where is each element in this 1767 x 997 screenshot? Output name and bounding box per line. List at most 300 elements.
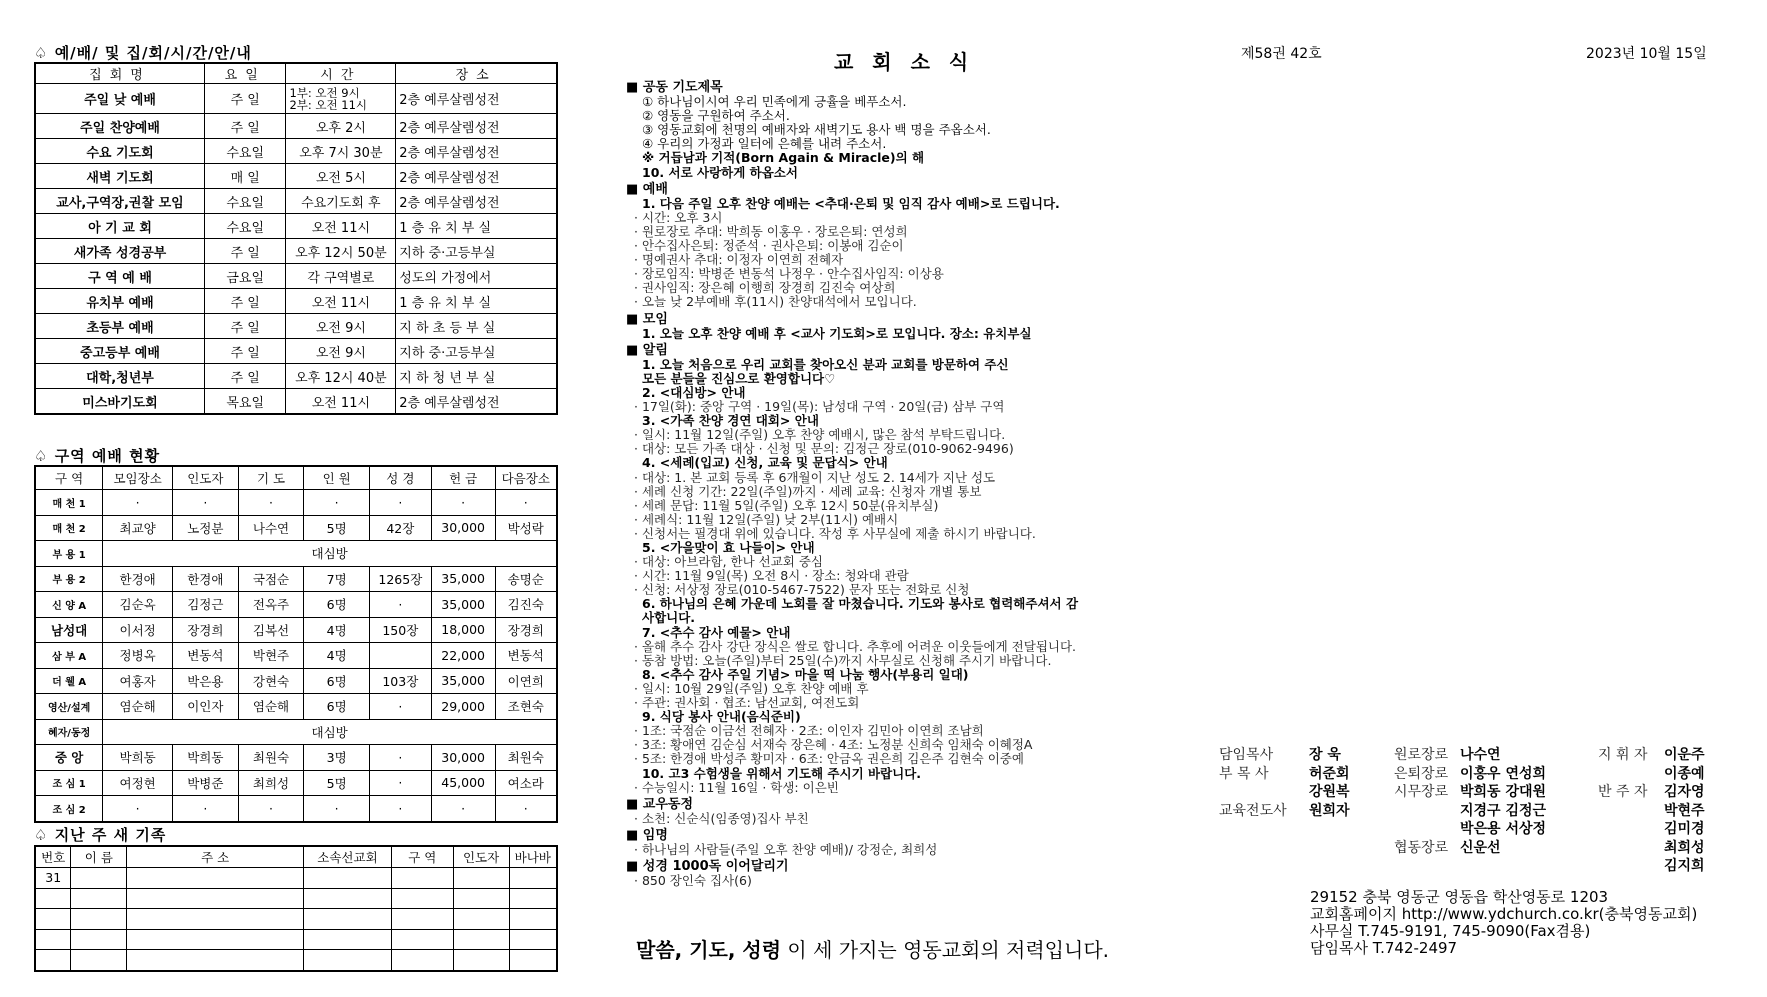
news-heading-bible: ■ 성경 1000독 이어달리기 [626, 859, 789, 875]
district-col-header: 성 경 [369, 466, 431, 490]
district-cell: 35,000 [431, 592, 495, 618]
schedule-name: 중고등부 예배 [35, 339, 204, 364]
schedule-col-name: 집회명 [35, 63, 204, 84]
schedule-time: 오전 11시 [286, 289, 396, 314]
district-row [35, 770, 557, 796]
district-table [34, 465, 558, 823]
staff-role: 원로장로 [1394, 747, 1449, 763]
district-cell: · [369, 770, 431, 796]
district-row [35, 541, 557, 567]
district-cell: · [431, 490, 495, 516]
schedule-place: 2층 예루살렘성전 [396, 114, 557, 139]
staff-row [1394, 802, 1546, 821]
schedule-time: 오후 2시 [286, 114, 396, 139]
motto-bold: 말씀, 기도, 성령 [636, 938, 782, 962]
schedule-name: 수요 기도회 [35, 139, 204, 164]
news-line: ※ 거듭남과 기적(Born Again & Miracle)의 해 [642, 150, 925, 166]
staff-music [1598, 746, 1705, 876]
schedule-place: 2층 예루살렘성전 [396, 389, 557, 415]
district-cell: · [369, 796, 431, 822]
schedule-name: 아 기 교 회 [35, 214, 204, 239]
newcomer-row [35, 950, 557, 971]
district-cell: 국점순 [238, 566, 304, 592]
schedule-time: 오후 7시 30분 [286, 139, 396, 164]
news-line: · 주관: 권사회 · 협조: 남선교회, 여전도회 [634, 695, 860, 711]
staff-name: 김미경 [1664, 821, 1705, 837]
schedule-day: 매 일 [204, 164, 285, 189]
schedule-name: 새가족 성경공부 [35, 239, 204, 264]
district-cell: · [103, 490, 173, 516]
news-heading-appointment: ■ 임명 [626, 827, 668, 843]
schedule-name: 주일 낮 예배 [35, 84, 204, 114]
district-cell: 이인자 [173, 694, 239, 720]
district-cell: 김진숙 [495, 592, 557, 618]
district-cell: 최원숙 [495, 745, 557, 771]
schedule-day: 수요일 [204, 139, 285, 164]
news-line: · 시간: 11월 9일(목) 오전 8시 · 장소: 청와대 관람 [634, 568, 909, 584]
staff-role: 협동장로 [1394, 839, 1449, 856]
schedule-time: 오후 12시 40분 [286, 364, 396, 389]
district-cell: 변동석 [173, 643, 239, 669]
district-cell: · [369, 592, 431, 618]
schedule-row [35, 114, 557, 139]
news-line: · 17일(화): 중앙 구역 · 19일(목): 남성대 구역 · 20일(금) 삼부 구역 [634, 399, 1005, 415]
homepage-link[interactable]: 교회홈페이지 http://www.ydchurch.co.kr(충북영동교회) [1310, 905, 1698, 923]
district-row [35, 592, 557, 618]
staff-row [1394, 746, 1546, 765]
news-line: 2. <대심방> 안내 [642, 384, 746, 400]
newcomer-col-header: 바나바 [509, 846, 557, 868]
district-cell: 103장 [369, 668, 431, 694]
newcomer-cell [304, 929, 392, 950]
staff-pastors [1219, 746, 1350, 820]
newcomer-cell [127, 868, 304, 889]
district-cell: · [495, 796, 557, 822]
staff-row [1219, 746, 1350, 765]
district-cell: 김순옥 [103, 592, 173, 618]
schedule-time: 오전 9시 [286, 339, 396, 364]
district-cell: 김정근 [173, 592, 239, 618]
page-title: 교 회 소 식 [834, 50, 975, 74]
staff-row [1394, 783, 1546, 802]
district-cell: 장경희 [173, 617, 239, 643]
district-cell: 여정현 [103, 770, 173, 796]
news-line: 1. 오늘 오후 찬양 예배 후 <교사 기도회>로 모입니다. 장소: 유치부실 [642, 325, 1032, 341]
district-cell: 30,000 [431, 745, 495, 771]
district-cell: 45,000 [431, 770, 495, 796]
news-line: 모든 분들을 진심으로 환영합니다♡ [642, 370, 836, 386]
schedule-place: 2층 예루살렘성전 [396, 164, 557, 189]
newcomer-row [35, 868, 557, 889]
motto [636, 934, 1109, 963]
schedule-time: 오전 11시 [286, 389, 396, 415]
district-col-header: 모임장소 [103, 466, 173, 490]
district-name: 매 천 2 [35, 515, 103, 541]
newcomer-cell [509, 909, 557, 930]
pastor-phone: 담임목사 T.742-2497 [1310, 939, 1458, 957]
news-line: · 대상: 1. 본 교회 등록 후 6개월이 지난 성도 2. 14세가 지난 성도 [634, 469, 996, 485]
district-row [35, 668, 557, 694]
district-cell: 1265장 [369, 566, 431, 592]
schedule-name: 주일 찬양예배 [35, 114, 204, 139]
newcomer-col-header: 인도자 [453, 846, 509, 868]
staff-name: 박은용 서상정 [1460, 821, 1547, 837]
staff-row [1598, 802, 1705, 821]
district-cell: 4명 [304, 617, 370, 643]
district-cell: 4명 [304, 643, 370, 669]
news-heading-worship: ■ 예배 [626, 181, 668, 197]
schedule-place: 2층 예루살렘성전 [396, 84, 557, 114]
staff-name: 지경구 김정근 [1460, 802, 1547, 819]
issue-date: 2023년 10월 15일 [1586, 46, 1707, 62]
schedule-title: ♤ 예/배/ 및 집/회/시/간/안/내 [34, 44, 252, 62]
news-line: 1. 다음 주일 오후 찬양 예배는 <추대·은퇴 및 임직 감사 예배>로 드립니다. [642, 195, 1060, 211]
news-line: · 장로임직: 박병준 변동석 나정우 · 안수집사임직: 이상용 [634, 266, 944, 282]
schedule-table [34, 62, 558, 415]
district-cell: 6명 [304, 694, 370, 720]
schedule-day: 주 일 [204, 114, 285, 139]
news-line: 사합니다. [642, 610, 696, 626]
spade-icon: ♤ [34, 44, 49, 62]
district-cell: 송명순 [495, 566, 557, 592]
news-line: · 850 장인숙 집사(6) [634, 873, 752, 889]
staff-name: 박희동 강대원 [1460, 784, 1547, 800]
newcomer-cell [509, 950, 557, 971]
staff-row [1219, 783, 1350, 802]
news-line: · 세례식: 11월 12일(주일) 낮 2부(11시) 예배시 [634, 511, 899, 527]
schedule-time: 1부: 오전 9시 2부: 오전 11시 [286, 84, 396, 114]
news-line: · 5조: 한경애 박성주 황미자 · 6조: 안금옥 권은희 김은주 김현숙 이중예 [634, 751, 1024, 767]
district-cell: · [369, 490, 431, 516]
newcomer-cell [71, 888, 127, 909]
district-cell: 박현주 [238, 643, 304, 669]
schedule-place: 2층 예루살렘성전 [396, 139, 557, 164]
newcomers-title: ♤ 지난 주 새 기족 [34, 826, 167, 844]
district-cell: 35,000 [431, 566, 495, 592]
district-cell: 변동석 [495, 643, 557, 669]
schedule-place: 지 하 청 년 부 실 [396, 364, 557, 389]
staff-role: 교육전도사 [1219, 802, 1287, 819]
news-line: 3. <가족 찬양 경연 대회> 안내 [642, 413, 819, 429]
news-line: · 원로장로 추대: 박희동 이홍우 · 장로은퇴: 연성희 [634, 223, 908, 239]
district-col-header: 헌 금 [431, 466, 495, 490]
newcomer-cell [127, 950, 304, 971]
schedule-place: 1 층 유 치 부 실 [396, 214, 557, 239]
district-note: 대심방 [103, 719, 557, 745]
newcomer-cell [304, 868, 392, 889]
schedule-place: 1 층 유 치 부 실 [396, 289, 557, 314]
news-line: · 명예권사 추대: 이정자 이연희 전혜자 [634, 252, 844, 268]
newcomer-cell [391, 868, 453, 889]
district-name: 매 천 1 [35, 490, 103, 516]
schedule-day: 주 일 [204, 84, 285, 114]
district-title: ♤ 구역 예배 현황 [34, 447, 161, 465]
district-cell: 18,000 [431, 617, 495, 643]
district-cell: 박희동 [173, 745, 239, 771]
district-cell: 최원숙 [238, 745, 304, 771]
news-line: ③ 영동교회에 천명의 예배자와 새벽기도 용사 백 명을 주옵소서. [642, 122, 991, 138]
schedule-time: 수요기도회 후 [286, 189, 396, 214]
district-cell: 최희성 [238, 770, 304, 796]
staff-row [1598, 857, 1705, 876]
schedule-col-day: 요일 [204, 63, 285, 84]
district-cell: · [369, 694, 431, 720]
news-line: · 세례 문답: 11월 5일(주일) 오후 12시 50분(유치부실) [634, 497, 939, 513]
newcomer-cell [127, 929, 304, 950]
spade-icon: ♤ [34, 826, 49, 844]
schedule-row [35, 189, 557, 214]
staff-elders [1394, 746, 1546, 857]
newcomer-col-header: 구 역 [391, 846, 453, 868]
schedule-name: 대학,청년부 [35, 364, 204, 389]
district-cell: 3명 [304, 745, 370, 771]
district-cell: 나수연 [238, 515, 304, 541]
news-line: · 신청서는 필경대 위에 있습니다. 작성 후 사무실에 제출 하시기 바랍니다. [634, 525, 1036, 541]
news-line: · 하나님의 사람들(주일 오후 찬양 예배)/ 강정순, 최희성 [634, 841, 938, 857]
newcomer-cell [391, 950, 453, 971]
staff-name: 이홍우 연성희 [1460, 765, 1547, 782]
staff-row [1598, 820, 1705, 839]
district-name: 조 심 2 [35, 796, 103, 822]
news-line: 9. 식당 봉사 안내(음식준비) [642, 709, 801, 725]
district-cell: 150장 [369, 617, 431, 643]
district-cell: 정병옥 [103, 643, 173, 669]
district-col-header: 인 원 [304, 466, 370, 490]
staff-name: 나수연 [1460, 747, 1501, 763]
schedule-name: 초등부 예배 [35, 314, 204, 339]
news-line: 8. <추수 감사 주일 기념> 마을 떡 나눔 행사(부용리 일대) [642, 666, 969, 682]
news-heading-members: ■ 교우동정 [626, 796, 694, 812]
staff-row [1219, 802, 1350, 821]
schedule-place: 2층 예루살렘성전 [396, 189, 557, 214]
newcomers-header-row [35, 846, 557, 868]
news-line: · 동참 방법: 오늘(주일)부터 25일(수)까지 사무실로 신청해 주시기 바랍니다. [634, 652, 1052, 668]
newcomer-cell [509, 929, 557, 950]
newcomer-row [35, 888, 557, 909]
district-cell: 한경애 [103, 566, 173, 592]
schedule-name: 유치부 예배 [35, 289, 204, 314]
schedule-place: 지하 중·고등부실 [396, 339, 557, 364]
news-line: 4. <세례(입교) 신청, 교육 및 문답식> 안내 [642, 455, 888, 471]
staff-row [1219, 765, 1350, 784]
staff-name: 최희성 [1664, 839, 1705, 856]
district-cell: · [173, 490, 239, 516]
district-col-header: 기 도 [238, 466, 304, 490]
schedule-row [35, 339, 557, 364]
staff-name: 강원복 [1309, 784, 1350, 800]
newcomer-cell [509, 868, 557, 889]
news-line: · 세례 신청 기간: 22일(주일)까지 · 세례 교육: 신청자 개별 통보 [634, 483, 982, 499]
news-line: 10. 고3 수험생을 위해서 기도해 주시기 바랍니다. [642, 765, 922, 781]
newcomer-cell [453, 888, 509, 909]
staff-role: 부 목 사 [1219, 765, 1269, 782]
schedule-time: 오후 12시 50분 [286, 239, 396, 264]
schedule-name: 교사,구역장,권찰 모임 [35, 189, 204, 214]
spade-icon: ♤ [34, 447, 49, 465]
district-name: 혜자/동정 [35, 719, 103, 745]
district-name: 남성대 [35, 617, 103, 643]
news-line: 6. 하나님의 은혜 가운데 노회를 잘 마쳤습니다. 기도와 봉사로 협력해주셔서 감 [642, 596, 1079, 612]
district-name: 조 심 1 [35, 770, 103, 796]
district-cell: 조현숙 [495, 694, 557, 720]
staff-row [1394, 839, 1546, 858]
motto-rest: 이 세 가지는 영동교회의 저력입니다. [781, 938, 1109, 962]
schedule-row [35, 364, 557, 389]
staff-name: 허준회 [1309, 765, 1350, 782]
church-address [1310, 889, 1697, 957]
district-cell: · [173, 796, 239, 822]
news-line: · 수능일시: 11월 16일 · 학생: 이은빈 [634, 779, 839, 795]
district-cell: 장경희 [495, 617, 557, 643]
address-line: 29152 충북 영동군 영동읍 학산영동로 1203 [1310, 888, 1609, 906]
staff-row [1598, 765, 1705, 784]
news-line: · 올해 추수 감사 강단 장식은 쌀로 합니다. 추후에 어려운 이웃들에게 전달됩니다. [634, 638, 1077, 654]
district-row [35, 796, 557, 822]
news-heading-prayer: ■ 공동 기도제목 [626, 80, 723, 95]
office-phone: 사무실 T.745-9191, 745-9090(Fax겸용) [1310, 922, 1591, 940]
schedule-header-row [35, 63, 557, 84]
district-name: 더 웰 A [35, 668, 103, 694]
schedule-name: 구 역 예 배 [35, 264, 204, 289]
newcomer-col-header: 주 소 [127, 846, 304, 868]
district-cell: · [304, 796, 370, 822]
news-line: · 일시: 11월 12일(주일) 오후 찬양 예배시, 많은 참석 부탁드립니다. [634, 427, 1006, 443]
district-row [35, 745, 557, 771]
district-cell: 노정분 [173, 515, 239, 541]
schedule-day: 주 일 [204, 239, 285, 264]
district-cell: 전옥주 [238, 592, 304, 618]
newcomer-cell [71, 929, 127, 950]
schedule-day: 주 일 [204, 289, 285, 314]
schedule-col-place: 장소 [396, 63, 557, 84]
schedule-day: 수요일 [204, 189, 285, 214]
district-cell: 이연희 [495, 668, 557, 694]
schedule-day: 수요일 [204, 214, 285, 239]
staff-role: 시무장로 [1394, 784, 1449, 800]
staff-name: 김자영 [1664, 784, 1705, 800]
news-line: · 대상: 모든 가족 대상 · 신청 및 문의: 김정근 장로(010-9062-9496) [634, 441, 1014, 457]
district-note: 대심방 [103, 541, 557, 567]
schedule-time: 오전 5시 [286, 164, 396, 189]
district-col-header: 구 역 [35, 466, 103, 490]
news-line: 5. <가을맞이 효 나들이> 안내 [642, 540, 815, 555]
district-col-header: 인도자 [173, 466, 239, 490]
schedule-day: 금요일 [204, 264, 285, 289]
newcomer-cell [453, 909, 509, 930]
district-name: 중 앙 [35, 745, 103, 771]
district-cell: · [238, 490, 304, 516]
newcomer-cell [304, 888, 392, 909]
newcomer-cell [453, 929, 509, 950]
district-cell: 35,000 [431, 668, 495, 694]
news-line: · 3조: 황애연 김순심 서재숙 장은혜 · 4조: 노정분 신희숙 임채숙 이혜정A [634, 737, 1033, 753]
newcomer-cell [391, 929, 453, 950]
district-row [35, 566, 557, 592]
news-line: ② 영동을 구원하여 주소서. [642, 108, 790, 124]
newcomer-cell [71, 868, 127, 889]
schedule-row [35, 139, 557, 164]
newcomer-row [35, 929, 557, 950]
district-row [35, 515, 557, 541]
staff-row [1394, 820, 1546, 839]
news-line: ④ 우리의 가정과 일터에 은혜를 내려 주소서. [642, 136, 887, 152]
schedule-row [35, 164, 557, 189]
newcomers-table [34, 845, 558, 972]
district-row [35, 490, 557, 516]
news-section [626, 78, 1186, 888]
staff-name: 신운선 [1460, 839, 1501, 856]
newcomer-cell [35, 909, 71, 930]
staff-role: 지 휘 자 [1598, 747, 1648, 763]
schedule-time: 오전 11시 [286, 214, 396, 239]
schedule-day: 주 일 [204, 364, 285, 389]
schedule-name: 새벽 기도회 [35, 164, 204, 189]
district-name: 영산/설계 [35, 694, 103, 720]
district-row [35, 694, 557, 720]
staff-role: 담임목사 [1219, 747, 1274, 763]
district-name: 삼 부 A [35, 643, 103, 669]
newcomer-cell: 31 [35, 868, 71, 889]
newcomer-cell [453, 868, 509, 889]
schedule-row [35, 239, 557, 264]
district-cell: 7명 [304, 566, 370, 592]
district-row [35, 719, 557, 745]
district-cell: 박성락 [495, 515, 557, 541]
newcomer-cell [304, 909, 392, 930]
district-cell: · [304, 490, 370, 516]
staff-name: 박현주 [1664, 802, 1705, 819]
district-cell: 김복선 [238, 617, 304, 643]
newcomer-cell [127, 888, 304, 909]
district-cell: · [495, 490, 557, 516]
district-cell: · [103, 796, 173, 822]
newcomer-cell [71, 909, 127, 930]
district-row [35, 617, 557, 643]
district-cell: 6명 [304, 592, 370, 618]
schedule-row [35, 264, 557, 289]
district-cell: 강현숙 [238, 668, 304, 694]
newcomer-cell [71, 950, 127, 971]
newcomer-col-header: 소속선교회 [304, 846, 392, 868]
newcomer-col-header: 이 름 [71, 846, 127, 868]
district-cell: 22,000 [431, 643, 495, 669]
news-line: · 시간: 오후 3시 [634, 209, 723, 225]
schedule-day: 주 일 [204, 339, 285, 364]
staff-role: 은퇴장로 [1394, 765, 1449, 782]
district-cell: 42장 [369, 515, 431, 541]
newcomer-cell [509, 888, 557, 909]
news-line: 10. 서로 사랑하게 하옵소서 [642, 164, 798, 180]
district-cell [369, 643, 431, 669]
district-cell: 박희동 [103, 745, 173, 771]
schedule-time: 각 구역별로 [286, 264, 396, 289]
schedule-day: 목요일 [204, 389, 285, 415]
newcomer-col-header: 번호 [35, 846, 71, 868]
schedule-place: 지하 중·고등부실 [396, 239, 557, 264]
newcomer-cell [127, 909, 304, 930]
schedule-row [35, 389, 557, 415]
newcomer-cell [391, 888, 453, 909]
district-cell: 염순해 [103, 694, 173, 720]
schedule-row [35, 314, 557, 339]
district-cell: 5명 [304, 515, 370, 541]
news-heading-notices: ■ 알림 [626, 342, 668, 358]
schedule-place: 지 하 초 등 부 실 [396, 314, 557, 339]
district-cell: 여소라 [495, 770, 557, 796]
newcomer-cell [304, 950, 392, 971]
district-cell: 박은용 [173, 668, 239, 694]
schedule-col-time: 시간 [286, 63, 396, 84]
